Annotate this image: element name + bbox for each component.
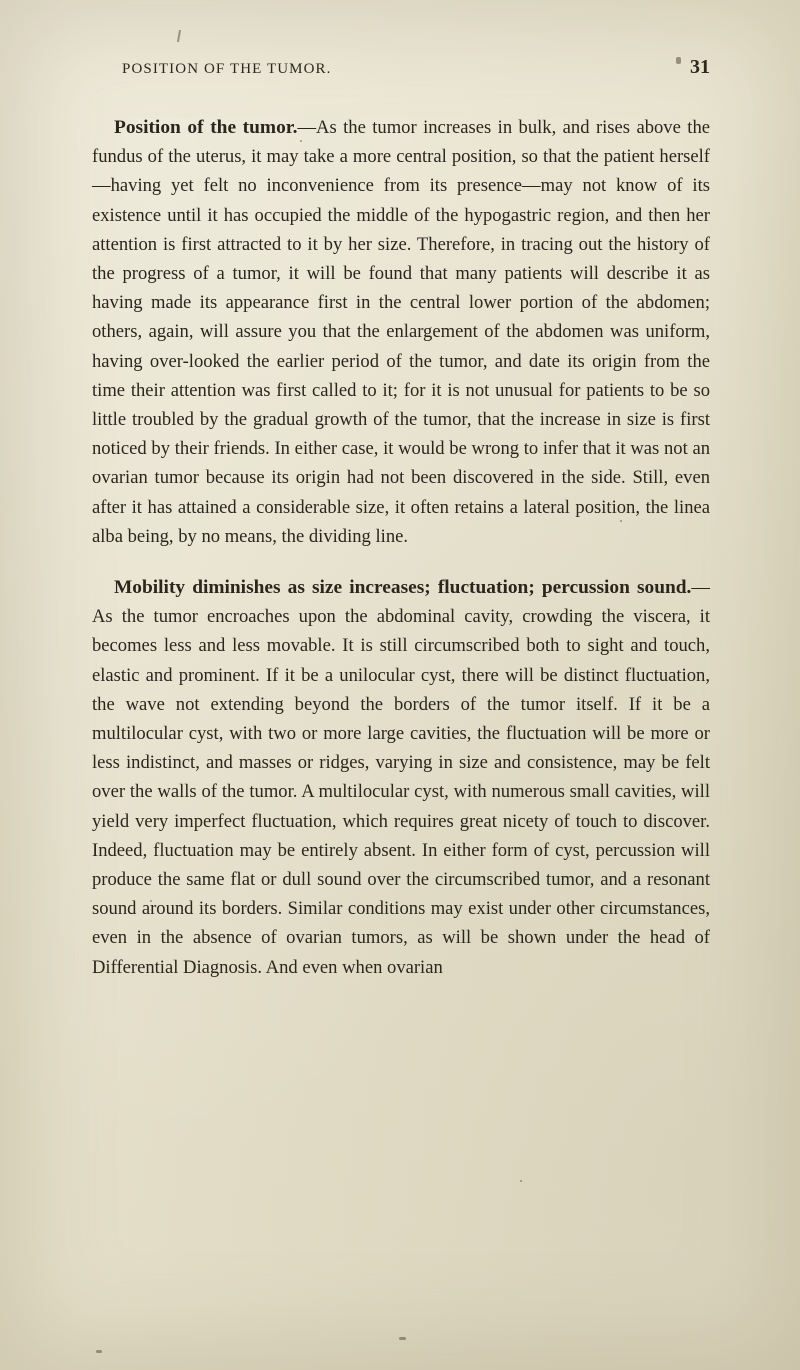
page-text-block [92, 56, 710, 982]
running-head-title: POSITION OF THE TUMOR. [122, 61, 332, 77]
page-speckle [520, 1180, 522, 1182]
page-number: 31 [690, 56, 710, 78]
paragraph-position-of-the-tumor [92, 113, 710, 551]
paragraph-text-2: —As the tumor encroaches upon the abdominal cavity, crowding the viscera, it becomes less and less movable. It is still circumscribed both to sight and touch, elastic and prominent. If it be a unilocular cyst, there will be distinct fluctuation, the wave not extending beyond the borders of the tumor itself. If it be a multilocular cyst, with two or more large cavities, the fluctuation will be more or less indistinct, and masses or ridges, varying in size and consistence, may be felt over the walls of the tumor. A multilocular cyst, with numerous small cavities, will yield very imperfect fluctuation, which requires great nicety of touch to discover. Indeed, fluctuation may be entirely absent. In either form of cyst, percussion will produce the same flat or dull sound over the circumscribed tumor, and a resonant sound around its borders. Similar conditions may exist under other circumstances, even in the absence of ovarian tumors, as will be shown under the head of Differential Diagnosis. And even when ovarian [92, 577, 710, 978]
page-blemish-top [177, 30, 181, 42]
paragraph-text-1: —As the tumor increases in bulk, and rises above the fundus of the uterus, it may take a more central position, so that the patient herself—having yet felt no inconvenience from its presence—may not know of its existence until it has occupied the middle of the hypogastric region, and then her attention is first attracted to it by her size. Therefore, in tracing out the history of the progress of a tumor, it will be found that many patients will describe it as having made its appearance first in the central lower portion of the abdomen; others, again, will assure you that the enlargement of the abdomen was uniform, having over-looked the earlier period of the tumor, and date its origin from the time their attention was first called to it; for it is not unusual for patients to be so little troubled by the gradual growth of the tumor, that the increase in size is first noticed by their friends. In either case, it would be wrong to infer that it was not an ovarian tumor because its origin had not been discovered in the side. Still, even after it has attained a considerable size, it often retains a lateral position, the linea alba being, by no means, the dividing line. [92, 117, 710, 547]
page-blemish-bottom-left [96, 1350, 102, 1353]
paragraph-lead-in-2: Mobility diminishes as size increases; fluctuation; percussion sound. [114, 577, 692, 599]
page-blemish-bottom-center [399, 1337, 406, 1340]
paragraph-mobility-fluctuation-percussion [92, 573, 710, 982]
running-head [92, 56, 710, 79]
paragraph-lead-in-1: Position of the tumor. [114, 117, 298, 138]
